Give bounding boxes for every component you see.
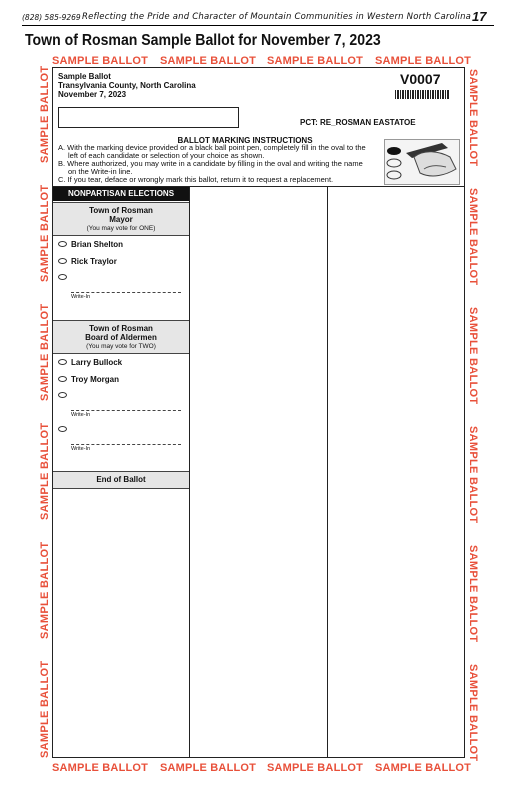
instructions-title: BALLOT MARKING INSTRUCTIONS [177, 136, 313, 145]
header-rule [22, 25, 494, 26]
watermark-left-3: SAMPLE BALLOT [39, 303, 51, 401]
candidate-oval[interactable] [58, 376, 67, 382]
candidate-oval[interactable] [58, 241, 67, 247]
watermark-right-2: SAMPLE BALLOT [467, 188, 479, 286]
watermark-left-6: SAMPLE BALLOT [39, 660, 51, 758]
instruction-b-line2: on the Write-in line. [68, 167, 133, 176]
candidate-oval[interactable] [58, 258, 67, 264]
watermark-top-3: SAMPLE BALLOT [267, 55, 364, 67]
watermark-bottom-2: SAMPLE BALLOT [160, 762, 257, 774]
ballot-county: Transylvania County, North Carolina [58, 81, 196, 90]
watermark-left-5: SAMPLE BALLOT [39, 541, 51, 639]
contest-jurisdiction: Town of Rosman [89, 206, 153, 215]
watermark-right-1: SAMPLE BALLOT [467, 69, 479, 167]
instruction-a-line2: left of each candidate or selection of your choice as shown. [68, 151, 265, 160]
writein-line[interactable] [71, 410, 181, 411]
writein-line[interactable] [71, 292, 181, 293]
ballot-info [58, 72, 196, 99]
candidate-name: Larry Bullock [71, 358, 123, 367]
instruction-b-line1: B. Where authorized, you may write in a candidate by filling in the oval and writing the name [58, 159, 363, 168]
marking-illustration-icon [384, 139, 460, 185]
watermark-bottom-1: SAMPLE BALLOT [52, 762, 149, 774]
contest-office: Mayor [109, 215, 133, 224]
watermark-right-5: SAMPLE BALLOT [467, 545, 479, 643]
barcode [395, 90, 450, 99]
column-divider-1 [189, 186, 190, 758]
publisher-phone: (828) 585-9269 [22, 13, 81, 22]
contest-vote-for: (You may vote for TWO) [86, 343, 156, 350]
writein-label: Write-In [71, 446, 91, 452]
candidate-name: Rick Traylor [71, 257, 117, 266]
contest-header-mayor [53, 202, 189, 236]
ballot-type: Sample Ballot [58, 72, 111, 81]
ballot-date: November 7, 2023 [58, 90, 127, 99]
instruction-a-line1: A. With the marking device provided or a black ball point pen, completely fill in the oval to the [58, 143, 366, 152]
instruction-c-line: C. If you tear, deface or wrongly mark this ballot, return it to request a replacement. [58, 175, 334, 184]
candidate-name: Brian Shelton [71, 240, 124, 249]
writein-label: Write-In [71, 412, 91, 418]
contest-jurisdiction: Town of Rosman [89, 324, 153, 333]
watermark-bottom-4: SAMPLE BALLOT [375, 762, 472, 774]
contest-header-aldermen [53, 320, 189, 354]
writein-oval[interactable] [58, 392, 67, 398]
voter-id-box [58, 107, 239, 128]
candidate-name: Troy Morgan [71, 375, 120, 384]
watermark-top-2: SAMPLE BALLOT [160, 55, 257, 67]
watermark-top-1: SAMPLE BALLOT [52, 55, 149, 67]
end-of-ballot: End of Ballot [53, 471, 189, 489]
contest-office: Board of Aldermen [85, 333, 157, 342]
column-divider-2 [327, 186, 328, 758]
watermark-right-4: SAMPLE BALLOT [467, 426, 479, 524]
candidate-oval[interactable] [58, 359, 67, 365]
watermark-right-3: SAMPLE BALLOT [467, 307, 479, 405]
contest-vote-for: (You may vote for ONE) [86, 225, 156, 232]
ballot-style-number: V0007 [400, 71, 441, 87]
page-number: 17 [472, 9, 487, 24]
page-title: Town of Rosman Sample Ballot for November 7, 2023 [25, 32, 381, 49]
watermark-right-6: SAMPLE BALLOT [467, 664, 479, 762]
writein-label: Write-In [71, 294, 91, 300]
watermark-top-4: SAMPLE BALLOT [375, 55, 472, 67]
watermark-bottom-3: SAMPLE BALLOT [267, 762, 364, 774]
section-header: NONPARTISAN ELECTIONS [53, 187, 189, 201]
writein-oval[interactable] [58, 426, 67, 432]
publisher-tagline: Reflecting the Pride and Character of Mountain Communities in Western North Carolina [82, 12, 472, 22]
instructions-body [58, 144, 388, 184]
precinct-label: PCT: RE_ROSMAN EASTATOE [300, 118, 416, 127]
watermark-left-1: SAMPLE BALLOT [39, 65, 51, 163]
writein-oval[interactable] [58, 274, 67, 280]
watermark-left-2: SAMPLE BALLOT [39, 184, 51, 282]
writein-line[interactable] [71, 444, 181, 445]
watermark-left-4: SAMPLE BALLOT [39, 422, 51, 520]
